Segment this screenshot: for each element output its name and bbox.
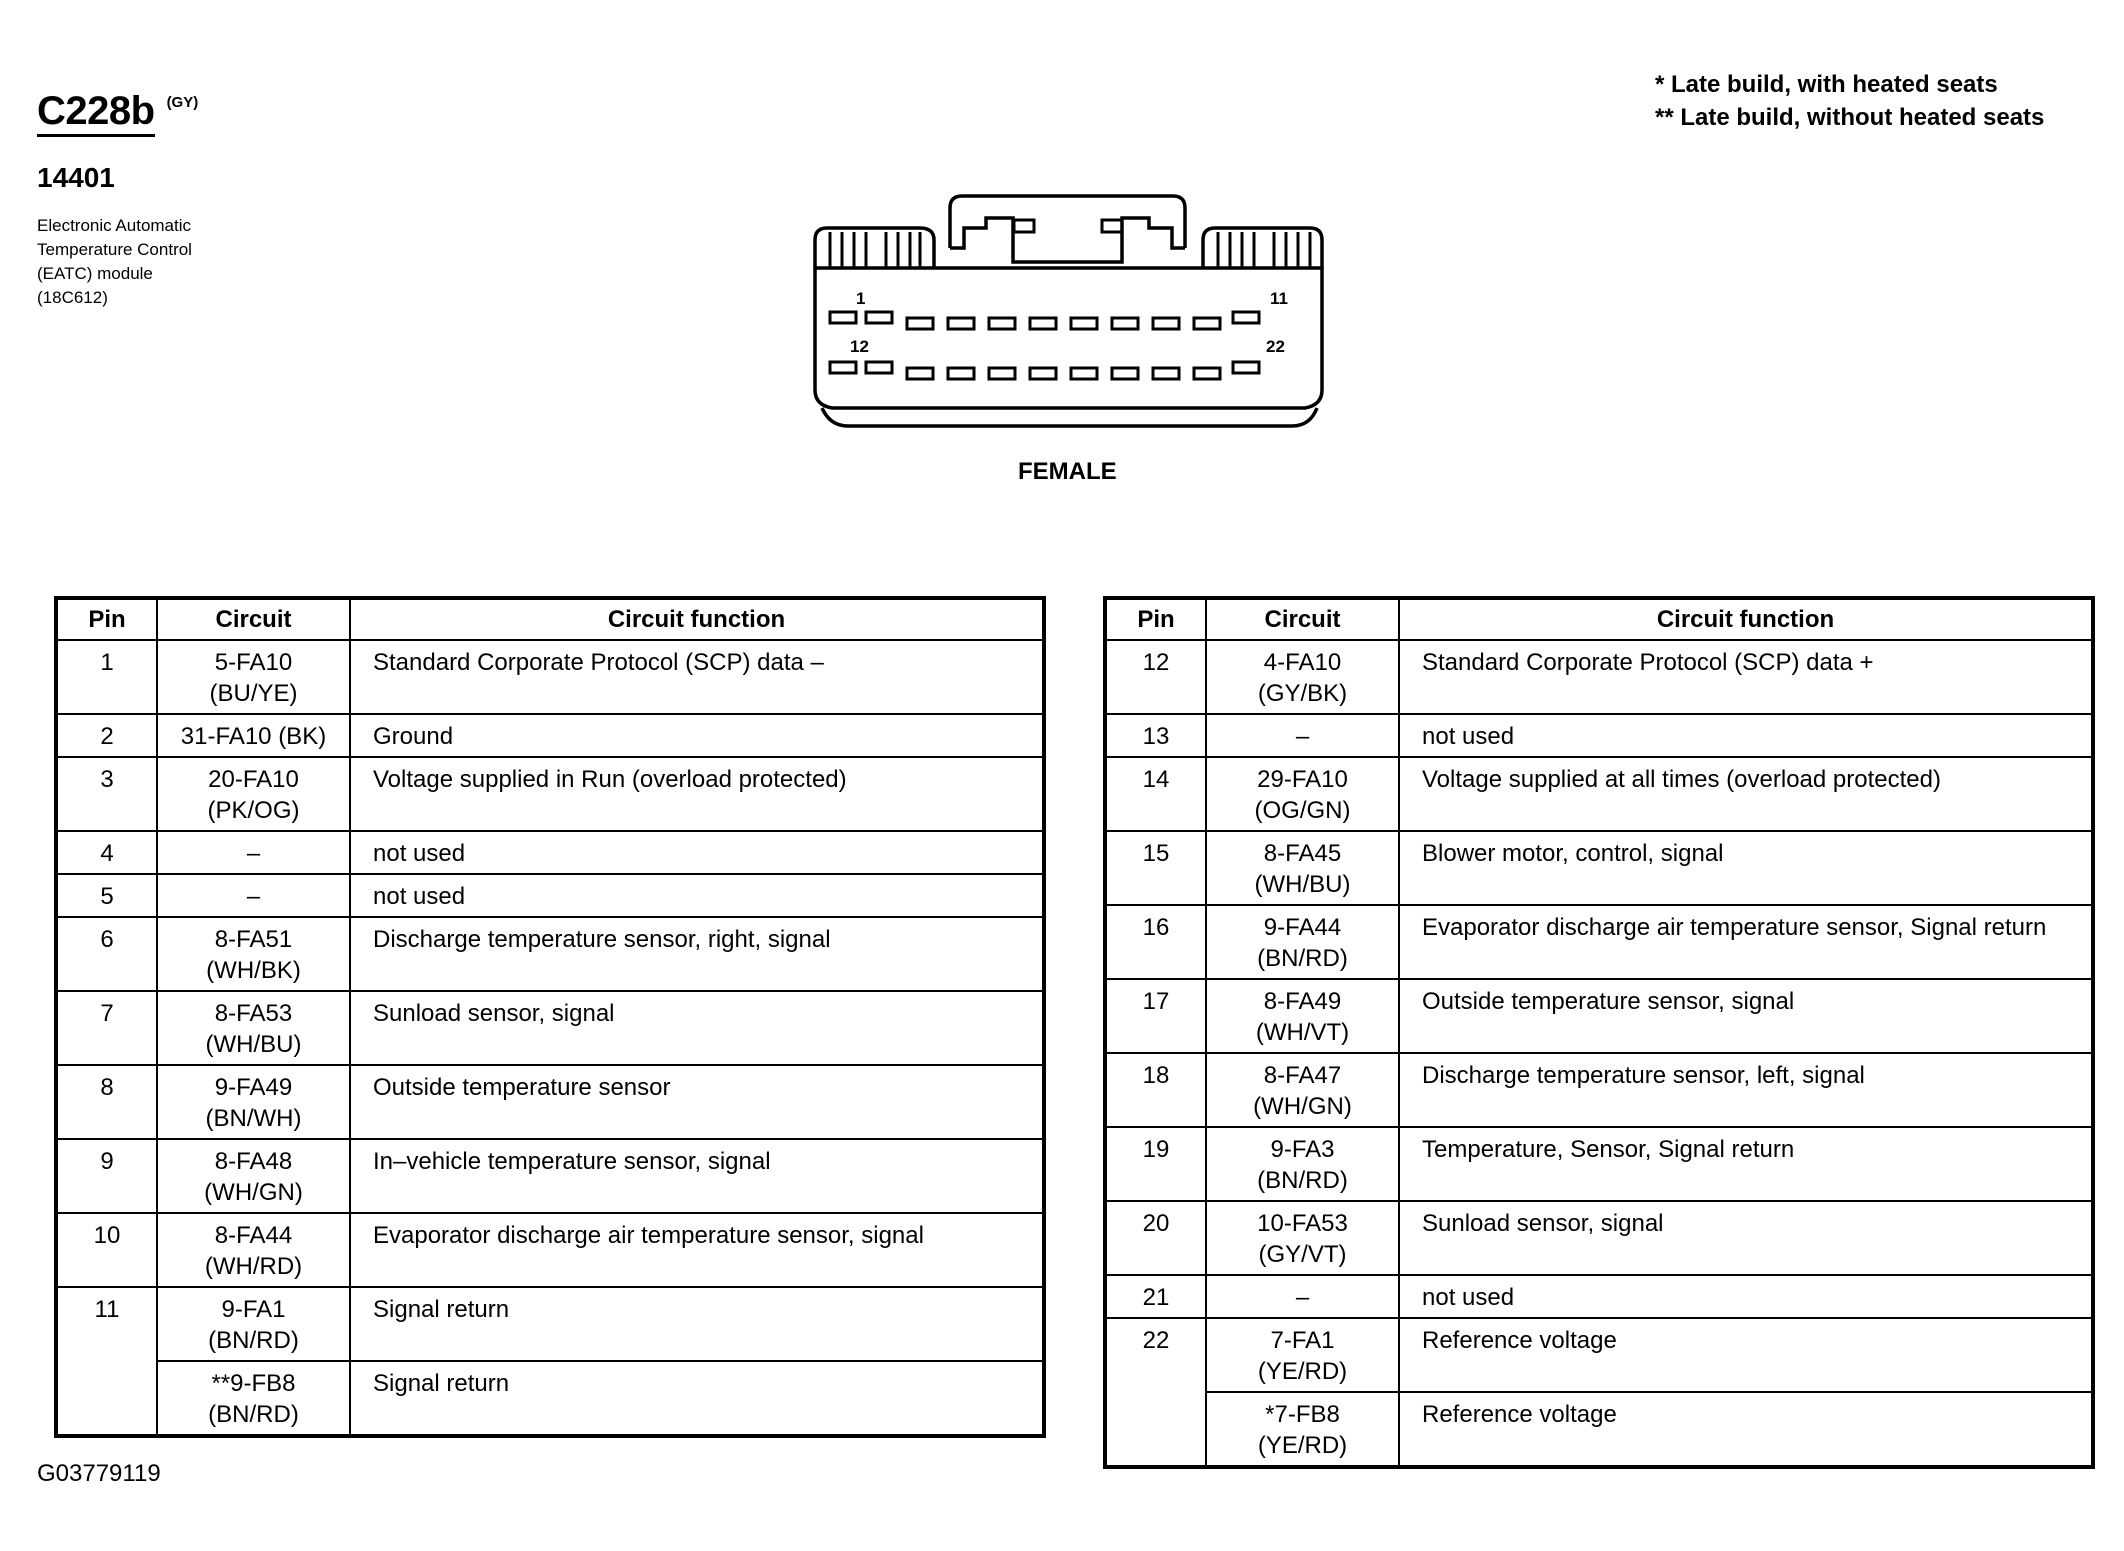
circuit-number: 8-FA47 [1263, 1062, 1342, 1089]
pin-cavity-bottom [989, 368, 1015, 379]
circuit-number: 9-FA49 [214, 1074, 293, 1101]
pin-cell: 20 [1105, 1201, 1206, 1275]
table-row [1105, 714, 2093, 757]
wire-color: (WH/GN) [1253, 1093, 1352, 1120]
connector-header [37, 88, 198, 144]
circuit-number: 9-FA3 [1270, 1136, 1335, 1163]
pin-cavity-top [1071, 318, 1097, 329]
circuit-number: 8-FA44 [214, 1222, 293, 1249]
wire-color: (WH/GN) [204, 1179, 303, 1206]
wire-color: (YE/RD) [1257, 1358, 1348, 1385]
table-row [1105, 979, 2093, 1053]
pin-cavity-bottom [830, 362, 856, 373]
table-row [56, 1139, 1044, 1213]
pin-cavity-bottom [907, 368, 933, 379]
circuit-cell [1206, 905, 1399, 979]
circuit-cell [1206, 714, 1399, 757]
pin-cell: 5 [56, 874, 157, 917]
circuit-number: – [1295, 723, 1310, 750]
wire-color: (WH/BU) [1254, 871, 1351, 898]
table-row [1105, 1127, 2093, 1201]
header-function: Circuit function [350, 598, 1044, 640]
circuit-cell [1206, 1318, 1399, 1392]
function-cell: Standard Corporate Protocol (SCP) data + [1399, 640, 2093, 714]
connector-gender: FEMALE [1018, 458, 1117, 485]
circuit-cell [1206, 831, 1399, 905]
table-row [56, 991, 1044, 1065]
pin-cell: 11 [56, 1287, 157, 1361]
pin-cell: 19 [1105, 1127, 1206, 1201]
pin-label-1: 1 [856, 289, 866, 308]
latch-inner [950, 218, 1185, 262]
circuit-number: 8-FA45 [1263, 840, 1342, 867]
description-line: (EATC) module [37, 264, 153, 283]
circuit-cell [157, 1139, 350, 1213]
function-cell: Ground [350, 714, 1044, 757]
circuit-number: 29-FA10 [1257, 766, 1348, 793]
circuit-number: **9-FB8 [211, 1370, 296, 1397]
table-row [1105, 1053, 2093, 1127]
circuit-number: 20-FA10 [208, 766, 299, 793]
pin-cavity-top [1194, 318, 1220, 329]
table-row [56, 1287, 1044, 1361]
pin-cavity-bottom [866, 362, 892, 373]
pin-cell: 3 [56, 757, 157, 831]
pin-cavity-bottom [1071, 368, 1097, 379]
circuit-number: 9-FA1 [221, 1296, 286, 1323]
pin-cavity-bottom [1112, 368, 1138, 379]
wire-color: (WH/RD) [204, 1253, 303, 1280]
function-cell: Sunload sensor, signal [350, 991, 1044, 1065]
pin-cell: 21 [1105, 1275, 1206, 1318]
circuit-cell [1206, 979, 1399, 1053]
pin-cell: 18 [1105, 1053, 1206, 1127]
connector-title-row [37, 88, 198, 144]
pin-cell: 13 [1105, 714, 1206, 757]
pin-cavity-top [866, 312, 892, 323]
wire-color: (GY/BK) [1257, 680, 1348, 707]
pin-table-left [54, 596, 1046, 1438]
circuit-cell [157, 1287, 350, 1361]
pin-cavity-top [1030, 318, 1056, 329]
pin-cell: 4 [56, 831, 157, 874]
circuit-number: *7-FB8 [1265, 1401, 1340, 1428]
header-function: Circuit function [1399, 598, 2093, 640]
table-row [56, 874, 1044, 917]
function-cell: Voltage supplied at all times (overload protected) [1399, 757, 2093, 831]
pin-cavity-bottom [948, 368, 974, 379]
pin-cell: 15 [1105, 831, 1206, 905]
table-row [1105, 1392, 2093, 1467]
header-pin: Pin [56, 598, 157, 640]
wire-color: (GY/VT) [1258, 1241, 1347, 1268]
connector-body-outline [815, 268, 1322, 408]
pin-cell: 17 [1105, 979, 1206, 1053]
wire-color: (BN/RD) [208, 1327, 299, 1354]
pin-cell: 14 [1105, 757, 1206, 831]
pin-cavity-top [948, 318, 974, 329]
component-description [37, 214, 257, 310]
pin-cavity-bottom [1194, 368, 1220, 379]
pin-label-12: 12 [850, 337, 869, 356]
table-row [1105, 757, 2093, 831]
circuit-cell [157, 1065, 350, 1139]
left-shoulder-outline [815, 228, 934, 268]
function-cell: Standard Corporate Protocol (SCP) data – [350, 640, 1044, 714]
function-cell: Voltage supplied in Run (overload protected) [350, 757, 1044, 831]
wire-color: (WH/BK) [206, 957, 301, 984]
header-circuit: Circuit [157, 598, 350, 640]
figure-id: G03779119 [37, 1460, 161, 1487]
pin-cell: 10 [56, 1213, 157, 1287]
table-row [1105, 1275, 2093, 1318]
circuit-cell [1206, 1392, 1399, 1467]
circuit-number: 8-FA51 [214, 926, 293, 953]
function-cell: Reference voltage [1399, 1318, 2093, 1392]
pin-cell: 16 [1105, 905, 1206, 979]
pin-cell: 6 [56, 917, 157, 991]
circuit-number: 8-FA49 [1263, 988, 1342, 1015]
table-row [56, 714, 1044, 757]
table-row [1105, 640, 2093, 714]
circuit-cell [1206, 757, 1399, 831]
wire-color: (BN/RD) [208, 1401, 299, 1428]
function-cell: Outside temperature sensor, signal [1399, 979, 2093, 1053]
function-cell: Discharge temperature sensor, right, signal [350, 917, 1044, 991]
connector-face-diagram [800, 190, 1340, 440]
circuit-cell [1206, 1275, 1399, 1318]
circuit-cell [157, 714, 350, 757]
pin-cell: 1 [56, 640, 157, 714]
function-cell: In–vehicle temperature sensor, signal [350, 1139, 1044, 1213]
wire-color: (BU/YE) [209, 680, 298, 707]
function-cell: Evaporator discharge air temperature sensor, signal [350, 1213, 1044, 1287]
build-notes [1655, 68, 2044, 134]
circuit-cell [1206, 640, 1399, 714]
header-circuit: Circuit [1206, 598, 1399, 640]
circuit-cell [157, 1361, 350, 1436]
pin-cavity-top [1153, 318, 1179, 329]
pin-label-22: 22 [1266, 337, 1285, 356]
circuit-cell [1206, 1201, 1399, 1275]
table-row [56, 831, 1044, 874]
pin-cell: 22 [1105, 1318, 1206, 1392]
wire-color: (PK/OG) [207, 797, 300, 824]
circuit-number: 10-FA53 [1257, 1210, 1348, 1237]
function-cell: Sunload sensor, signal [1399, 1201, 2093, 1275]
table-row [56, 640, 1044, 714]
circuit-cell [157, 917, 350, 991]
table-row [56, 757, 1044, 831]
circuit-cell [1206, 1053, 1399, 1127]
table-header-row [56, 598, 1044, 640]
pin-table-right [1103, 596, 2095, 1469]
pin-cavity-bottom [1030, 368, 1056, 379]
function-cell: not used [1399, 1275, 2093, 1318]
circuit-cell [157, 831, 350, 874]
circuit-number: – [246, 883, 261, 910]
description-line: Temperature Control [37, 240, 192, 259]
table-row [1105, 1318, 2093, 1392]
function-cell: Temperature, Sensor, Signal return [1399, 1127, 2093, 1201]
pin-cell: 12 [1105, 640, 1206, 714]
circuit-number: 8-FA48 [214, 1148, 293, 1175]
table-header-row [1105, 598, 2093, 640]
wire-color: (OG/GN) [1254, 797, 1351, 824]
table-row [1105, 1201, 2093, 1275]
table-row [56, 1213, 1044, 1287]
function-cell: Signal return [350, 1361, 1044, 1436]
function-cell: Signal return [350, 1287, 1044, 1361]
function-cell: Discharge temperature sensor, left, signal [1399, 1053, 2093, 1127]
pin-cell: 9 [56, 1139, 157, 1213]
circuit-number: – [246, 840, 261, 867]
circuit-cell [157, 757, 350, 831]
pin-cavity-top [989, 318, 1015, 329]
circuit-cell [157, 640, 350, 714]
table-row [1105, 831, 2093, 905]
circuit-number: 9-FA44 [1263, 914, 1342, 941]
part-number: 14401 [37, 162, 115, 193]
pin-cavity-top [830, 312, 856, 323]
pin-cavity-top [907, 318, 933, 329]
circuit-cell [157, 991, 350, 1065]
table-row [1105, 905, 2093, 979]
table-row [56, 1361, 1044, 1436]
circuit-cell [157, 874, 350, 917]
circuit-number: 7-FA1 [1270, 1327, 1335, 1354]
table-row [56, 1065, 1044, 1139]
pin-cell: 7 [56, 991, 157, 1065]
pin-cell [56, 1361, 157, 1436]
note-heated-seats: * Late build, with heated seats [1655, 71, 1998, 98]
note-without-heated-seats: ** Late build, without heated seats [1655, 104, 2045, 131]
function-cell: not used [350, 831, 1044, 874]
pin-cavity-bottom [1153, 368, 1179, 379]
circuit-number: 5-FA10 [214, 649, 293, 676]
wire-color: (WH/VT) [1255, 1019, 1350, 1046]
circuit-cell [157, 1213, 350, 1287]
circuit-number: 4-FA10 [1263, 649, 1342, 676]
function-cell: not used [1399, 714, 2093, 757]
wire-color: (BN/RD) [1257, 1167, 1348, 1194]
wire-color: (YE/RD) [1257, 1432, 1348, 1459]
circuit-number: 31-FA10 (BK) [180, 723, 327, 750]
wire-color: (BN/RD) [1257, 945, 1348, 972]
wire-color: (WH/BU) [205, 1031, 302, 1058]
right-shoulder-outline [1203, 228, 1322, 268]
pin-cell [1105, 1392, 1206, 1467]
function-cell: Evaporator discharge air temperature sensor, Signal return [1399, 905, 2093, 979]
pin-cell: 2 [56, 714, 157, 757]
table-row [56, 917, 1044, 991]
wire-color: (BN/WH) [205, 1105, 302, 1132]
function-cell: not used [350, 874, 1044, 917]
connector-body-bottom-lip [822, 408, 1317, 426]
description-line: (18C612) [37, 288, 108, 307]
circuit-number: 8-FA53 [214, 1000, 293, 1027]
pin-cavity-bottom [1233, 362, 1259, 373]
function-cell: Outside temperature sensor [350, 1065, 1044, 1139]
connector-id: C228b [37, 88, 155, 137]
circuit-number: – [1295, 1284, 1310, 1311]
description-line: Electronic Automatic [37, 216, 192, 235]
circuit-cell [1206, 1127, 1399, 1201]
connector-color-code: (GY) [166, 94, 199, 111]
pin-cavity-top [1233, 312, 1259, 323]
function-cell: Blower motor, control, signal [1399, 831, 2093, 905]
header-pin: Pin [1105, 598, 1206, 640]
pin-label-11: 11 [1270, 289, 1288, 308]
pin-cavity-top [1112, 318, 1138, 329]
function-cell: Reference voltage [1399, 1392, 2093, 1467]
pin-cell: 8 [56, 1065, 157, 1139]
